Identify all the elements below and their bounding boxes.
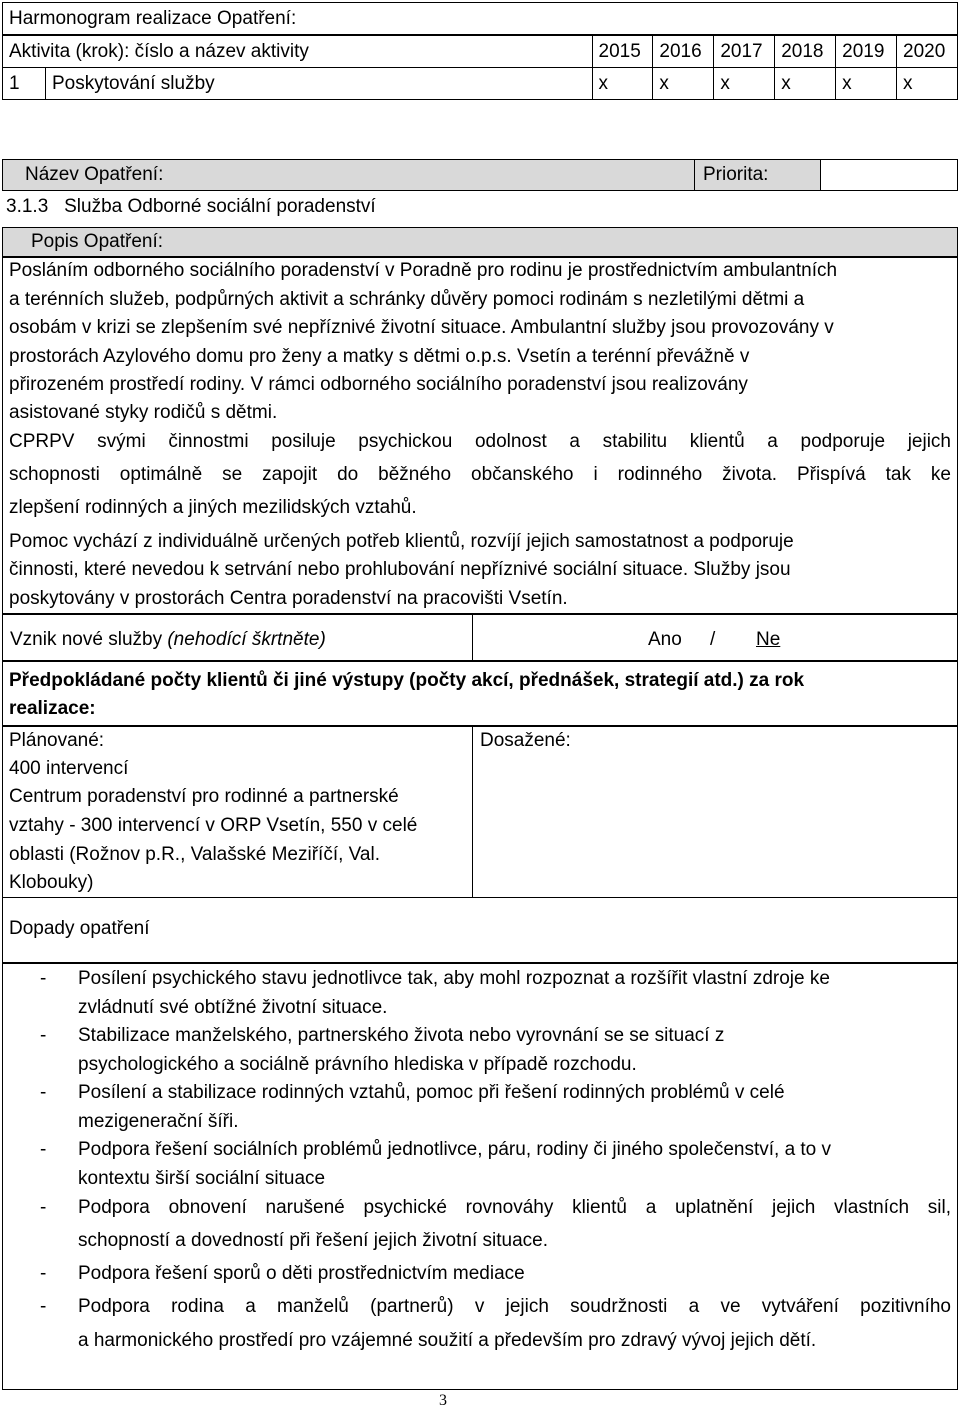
harmonogram-table <box>2 2 958 100</box>
desc-line: CPRPV svými činnostmi posiluje psychickou odolnost a stabilitu klientů a podporuje jejich <box>9 431 951 452</box>
popis-label: Popis Opatření: <box>31 231 164 252</box>
harmonogram-title: Harmonogram realizace Opatření: <box>3 3 958 36</box>
desc-line: Pomoc vychází z individuálně určených potřeb klientů, rozvíjí jejich samostatnost a podporuje <box>9 531 794 552</box>
impact-text: Podpora rodina a manželů (partnerů) v jejich soudržnosti a ve vytváření pozitivního <box>78 1296 951 1317</box>
impact-text: Podpora řešení sociálních problémů jednotlivce, páru, rodiny či jiného společenství, a to v <box>78 1139 832 1160</box>
priority-value-cell <box>820 159 958 191</box>
impact-text: Podpora řešení sporů o děti prostřednictvím mediace <box>78 1263 525 1284</box>
outputs-heading: realizace: <box>9 698 96 719</box>
activity-number: 1 <box>3 68 46 100</box>
planned-line: Centrum poradenství pro rodinné a partnerské <box>9 786 399 807</box>
planned-line: oblasti (Rožnov p.R., Valašské Meziříčí, Val. <box>9 844 380 865</box>
page-number: 3 <box>439 1392 447 1409</box>
priority-header <box>694 159 821 191</box>
year-cell: 2019 <box>836 35 897 68</box>
measure-title: Služba Odborné sociální poradenství <box>64 196 376 217</box>
impacts-heading: Dopady opatření <box>9 918 150 939</box>
bullet-dash: - <box>40 1296 47 1317</box>
desc-line: poskytovány v prostorách Centra poradenství na pracovišti Vsetín. <box>9 588 568 609</box>
planned-line: Klobouky) <box>9 872 94 893</box>
impact-text: Posílení a stabilizace rodinných vztahů, pomoc při řešení rodinných problémů v celé <box>78 1082 785 1103</box>
planned-line: vztahy - 300 intervencí v ORP Vsetín, 550 v celé <box>9 815 418 836</box>
activity-name: Poskytování služby <box>46 68 593 100</box>
measure-name-header <box>2 159 695 191</box>
impact-text: zvládnutí své obtížné životní situace. <box>78 997 388 1018</box>
bullet-dash: - <box>40 1139 47 1160</box>
measure-name-label: Název Opatření: <box>25 164 164 185</box>
activity-mark: x <box>714 68 775 100</box>
priority-label: Priorita: <box>703 164 769 185</box>
impact-text: kontextu širší sociální situace <box>78 1168 326 1189</box>
desc-line: osobám v krizi se zlepšením své nepříznivé životní situace. Ambulantní služby jsou provozovány v <box>9 317 834 338</box>
new-service-hint: (nehodící škrtněte) <box>167 629 326 650</box>
year-cell: 2016 <box>653 35 714 68</box>
desc-line: prostorách Azylového domu pro ženy a matky s dětmi o.p.s. Vsetín a terénní převážně v <box>9 346 750 367</box>
bullet-dash: - <box>40 1263 47 1284</box>
choice-slash: / <box>710 629 716 650</box>
activity-header: Aktivita (krok): číslo a název aktivity <box>3 35 593 68</box>
year-cell: 2017 <box>714 35 775 68</box>
impact-text: Podpora obnovení narušené psychické rovnováhy klientů a uplatnění jejich vlastních sil, <box>78 1197 951 1218</box>
desc-line: přirozeném prostředí rodiny. V rámci odborného sociálního poradenství jsou realizovány <box>9 374 748 395</box>
outputs-heading: Předpokládané počty klientů či jiné výstupy (počty akcí, přednášek, strategií atd.) za rok <box>9 670 805 691</box>
achieved-label: Dosažené: <box>480 730 571 751</box>
desc-line: činnosti, které nevedou k setrvání nebo prohlubování nepříznivé sociální situace. Služby jsou <box>9 559 791 580</box>
bullet-dash: - <box>40 1197 47 1218</box>
new-service-choice-cell <box>472 614 958 661</box>
activity-mark: x <box>592 68 653 100</box>
bullet-dash: - <box>40 1025 47 1046</box>
impact-text: a harmonického prostředí pro vzájemné soužití a především pro zdravý vývoj jejich dětí. <box>78 1330 817 1351</box>
planned-line: 400 intervencí <box>9 758 129 779</box>
desc-line: asistované styky rodičů s dětmi. <box>9 402 278 423</box>
popis-header <box>2 227 958 257</box>
impact-text: Stabilizace manželského, partnerského života nebo vyrovnání se se situací z <box>78 1025 725 1046</box>
year-cell: 2020 <box>897 35 958 68</box>
choice-yes[interactable]: Ano <box>648 629 682 650</box>
activity-mark: x <box>836 68 897 100</box>
desc-line: Posláním odborného sociálního poradenství v Poradně pro rodinu je prostřednictvím ambulantních <box>9 260 838 281</box>
bullet-dash: - <box>40 1082 47 1103</box>
measure-title-row <box>6 196 376 218</box>
measure-number: 3.1.3 <box>6 196 49 217</box>
activity-mark: x <box>897 68 958 100</box>
impact-text: psychologického a sociálně právního hlediska v případě rozchodu. <box>78 1054 637 1075</box>
activity-mark: x <box>775 68 836 100</box>
activity-mark: x <box>653 68 714 100</box>
desc-line: zlepšení rodinných a jiných mezilidských vztahů. <box>9 497 417 518</box>
desc-line: schopnosti optimálně se zapojit do běžného občanského i rodinného života. Přispívá tak ke <box>9 464 951 485</box>
desc-line: a terénních služeb, podpůrných aktivit a schránky důvěry pomoci rodinám s nezletilými dětmi a <box>9 289 805 310</box>
new-service-label-text: Vznik nové služby <box>10 629 168 650</box>
impact-text: Posílení psychického stavu jednotlivce tak, aby mohl rozpoznat a rozšířit vlastní zdroje ke <box>78 968 830 989</box>
year-cell: 2018 <box>775 35 836 68</box>
year-cell: 2015 <box>592 35 653 68</box>
bullet-dash: - <box>40 968 47 989</box>
choice-no[interactable]: Ne <box>756 629 781 650</box>
planned-label: Plánované: <box>9 730 105 751</box>
new-service-label <box>10 629 326 651</box>
impact-text: mezigenerační šíři. <box>78 1111 239 1132</box>
impact-text: schopností a dovedností při řešení jejich životní situace. <box>78 1230 548 1251</box>
